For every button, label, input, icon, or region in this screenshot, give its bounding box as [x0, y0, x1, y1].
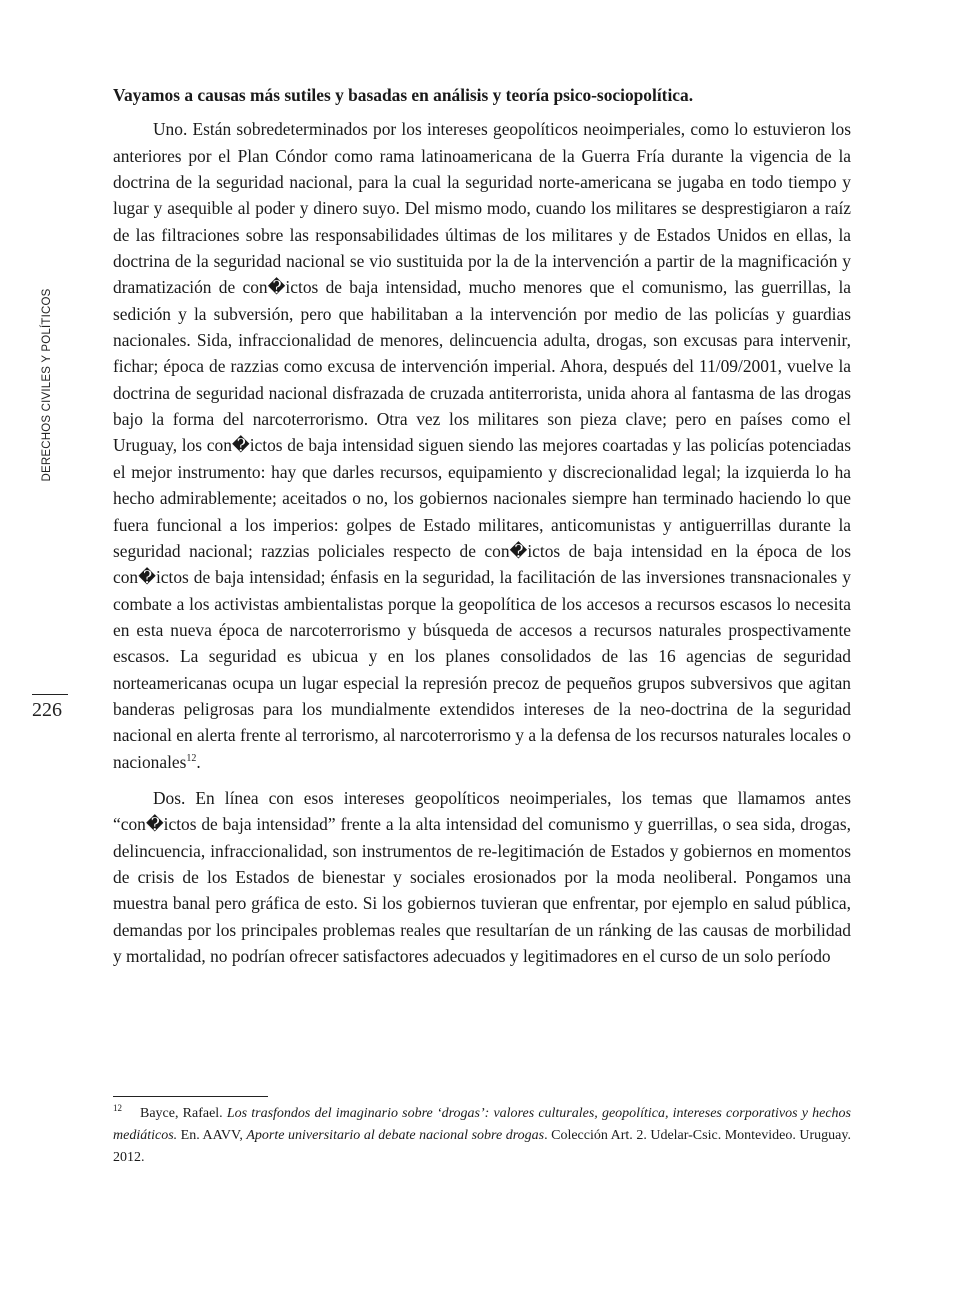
footnote-rest: . Colección Art. 2. Udelar-Csic. Montevideo. Uruguay. 2012. [113, 1128, 851, 1165]
running-head-text: DERECHOS CIVILES Y POLÍTICOS [41, 288, 53, 482]
footnote-in: En. AAVV, [177, 1128, 247, 1143]
footnote-reference[interactable]: 12 [186, 752, 197, 764]
paragraph-dos: Dos. En línea con esos intereses geopolíticos neoimperiales, los temas que llamamos antes “con�ictos de baja intensidad” frente a la alta intensidad del comunismo y guerrillas, o sea sida, drogas, delincuencia, infraccionalidad, son instrumentos de re-legitimación de Estados y gobiernos en momentos de crisis de los Estados de bienestar y sociales erosionados por la moda neoliberal. Pongamos una muestra banal pero gráfica de esto. Si los gobiernos tuvieran que enfrentar, por ejemplo en salud pública, demandas por los principales problemas reales que resultarían de un ránking de las causas de morbilidad y mortalidad, no podrían ofrecer satisfactores adecuados y legitimadores en el curso de un solo período [113, 787, 851, 966]
footnote-author: Bayce, Rafael. [140, 1106, 227, 1121]
footnote-book-title: Aporte universitario al debate nacional sobre drogas [246, 1128, 545, 1143]
page-number-rule [32, 694, 68, 695]
footnote-rule [113, 1096, 268, 1097]
main-text [113, 82, 851, 979]
page-number: 226 [32, 699, 62, 721]
footnote-number: 12 [113, 1103, 122, 1114]
running-head [30, 285, 64, 485]
section-heading: Vayamos a causas más sutiles y basadas en análisis y teoría psico-sociopolítica. [113, 85, 694, 105]
paragraph-uno [113, 116, 851, 775]
paragraph-uno-end: . [196, 751, 201, 772]
footnote-title: Los trasfondos del imaginario sobre ‘drogas’: valores culturales, geopolítica, intereses corporativos y hechos mediáticos. [113, 1106, 851, 1143]
paragraph-uno-text: Uno. Están sobredeterminados por los intereses geopolíticos neoimperiales, como lo estuvieron los anteriores por el Plan Cóndor como rama latinoamericana de la Guerra Fría durante la vigencia de la doctrina de la seguridad nacional, para la cual la seguridad norte-americana se jugaba en todo tiempo y lugar y asequible al poder y dinero suyo. Del mismo modo, cuando los militares se desprestigiaron a raíz de las filtraciones sobre las responsabilidades últimas de los militares y de Estados Unidos en ellas, la doctrina de la seguridad nacional se vio sustituida por la de la intervención a partir de la magnificación y dramatización de con�ictos de baja intensidad, mucho menores que el comunismo, las guerrillas, la sedición y la subversión, pero que habilitaban a la intervención por medio de las policías y guardias nacionales. Sida, infraccionalidad de menores, delincuencia adulta, drogas, son excusas para intervenir, fichar; época de razzias como excusa de intervención imperial. Ahora, después del 11/09/2001, vuelve la doctrina de seguridad nacional disfrazada de cruzada antiterrorista, unida ahora al fantasma de las drogas bajo la forma del narcoterrorismo. Otra vez los militares son pieza clave; pero en países como el Uruguay, los con�ictos de baja intensidad siguen siendo las mejores coartadas y las policías potenciadas el mejor instrumento: hay que darles recursos, equipamiento y discrecionalidad legal; la izquierda lo ha hecho admirablemente; aceitados o no, los gobiernos nacionales siempre han terminado haciendo lo que fuera funcional a los imperios: golpes de Estado militares, anticomunistas y antiguerrillas durante la seguridad nacional; razzias policiales respecto de con�ictos de baja intensidad en la época de los con�ictos de baja intensidad; énfasis en la seguridad, la facilitación de las inversiones transnacionales y combate a los activistas ambientalistas porque la geopolítica de los accesos a recursos escasos lo necesita en esta nueva época de narcoterrorismo y búsqueda de accesos a recursos naturales prospectivamente escasos. La seguridad es ubicua y en los planes consolidados de las 16 agencias de seguridad norteamericanas ocupa un lugar especial la represión precoz de pequeños grupos subversivos que agitan banderas peligrosas para los mundialmente extendidos intereses de la neo-doctrina de la seguridad nacional en alerta frente al terrorismo, al narcoterrorismo y a la defensa de los recursos naturales locales o nacionales [113, 119, 851, 772]
footnote [113, 1103, 851, 1169]
